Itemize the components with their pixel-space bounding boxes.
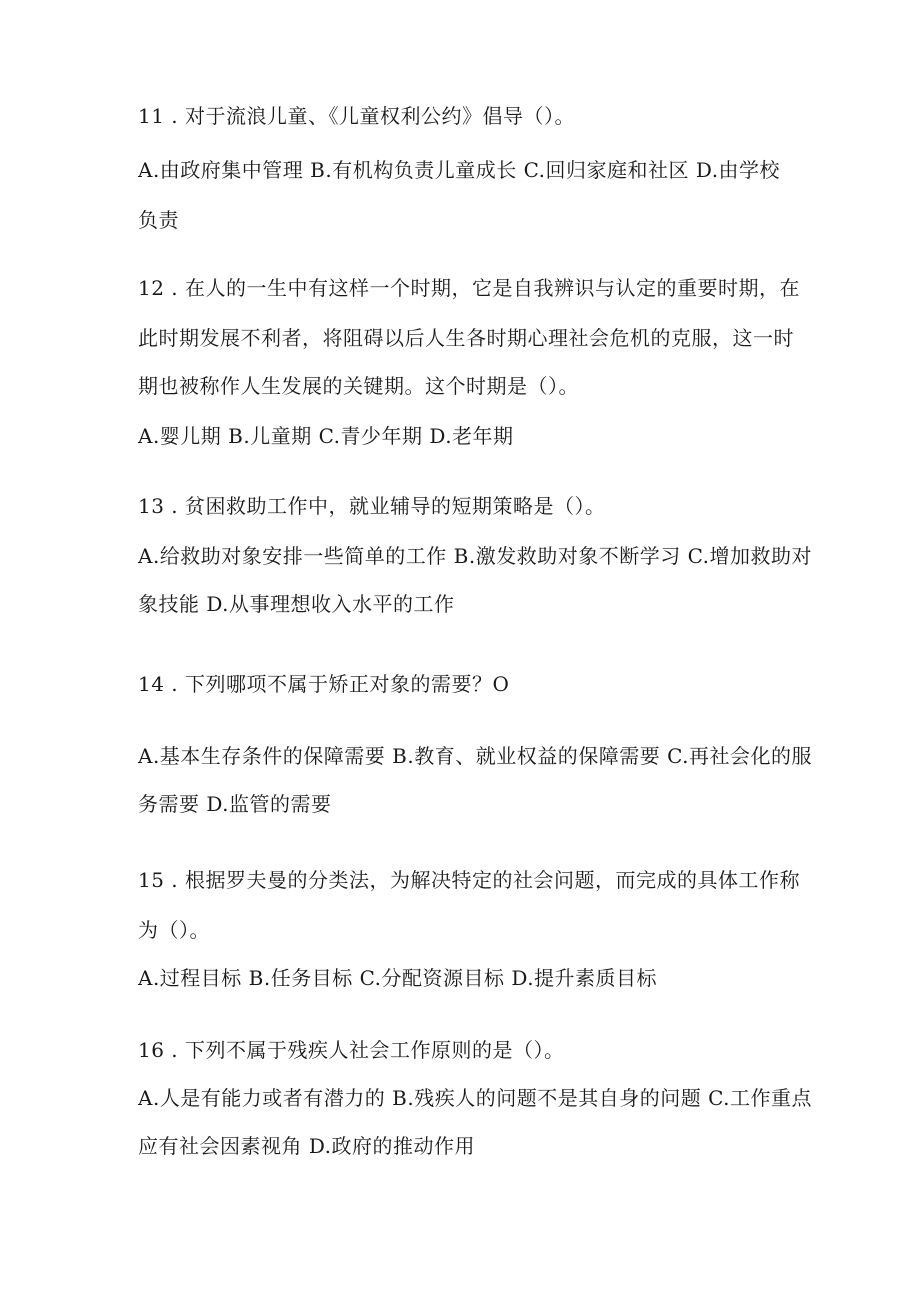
question-15-stem-line-2: 为（）。 — [138, 918, 210, 942]
question-12-options-line-1: A.婴儿期 B.儿童期 C.青少年期 D.老年期 — [138, 424, 514, 448]
question-14-options-line-2: 务需要 D.监管的需要 — [138, 792, 332, 816]
question-15-stem-line-1: 15 . 根据罗夫曼的分类法，为解决特定的社会问题，而完成的具体工作称 — [138, 868, 801, 892]
question-14-stem-line-1: 14 . 下列哪项不属于矫正对象的需要？O — [138, 672, 510, 696]
question-15-options-line-1: A.过程目标 B.任务目标 C.分配资源目标 D.提升素质目标 — [138, 966, 658, 990]
question-11-options-line-2: 负责 — [138, 208, 179, 232]
question-16-options-line-1: A.人是有能力或者有潜力的 B.残疾人的问题不是其自身的问题 C.工作重点 — [138, 1086, 813, 1110]
question-16-options-line-2: 应有社会因素视角 D.政府的推动作用 — [138, 1134, 476, 1158]
question-13-options-line-2: 象技能 D.从事理想收入水平的工作 — [138, 592, 455, 616]
question-12-stem-line-2: 此时期发展不利者，将阻碍以后人生各时期心理社会危机的克服，这一时 — [138, 326, 794, 350]
question-16-stem-line-1: 16 . 下列不属于残疾人社会工作原则的是（）。 — [138, 1038, 565, 1062]
question-12-stem-line-3: 期也被称作人生发展的关键期。这个时期是（）。 — [138, 374, 579, 398]
question-13-options-line-1: A.给救助对象安排一些简单的工作 B.激发救助对象不断学习 C.增加救助对 — [138, 544, 813, 568]
question-11-options-line-1: A.由政府集中管理 B.有机构负责儿童成长 C.回归家庭和社区 D.由学校 — [138, 158, 781, 182]
question-12-stem-line-1: 12 . 在人的一生中有这样一个时期，它是自我辨识与认定的重要时期，在 — [138, 276, 801, 300]
question-14-options-line-1: A.基本生存条件的保障需要 B.教育、就业权益的保障需要 C.再社会化的服 — [138, 744, 813, 768]
question-11-stem-line-1: 11 . 对于流浪儿童、《儿童权利公约》倡导（）。 — [138, 104, 576, 128]
question-13-stem-line-1: 13 . 贫困救助工作中，就业辅导的短期策略是（）。 — [138, 494, 606, 518]
